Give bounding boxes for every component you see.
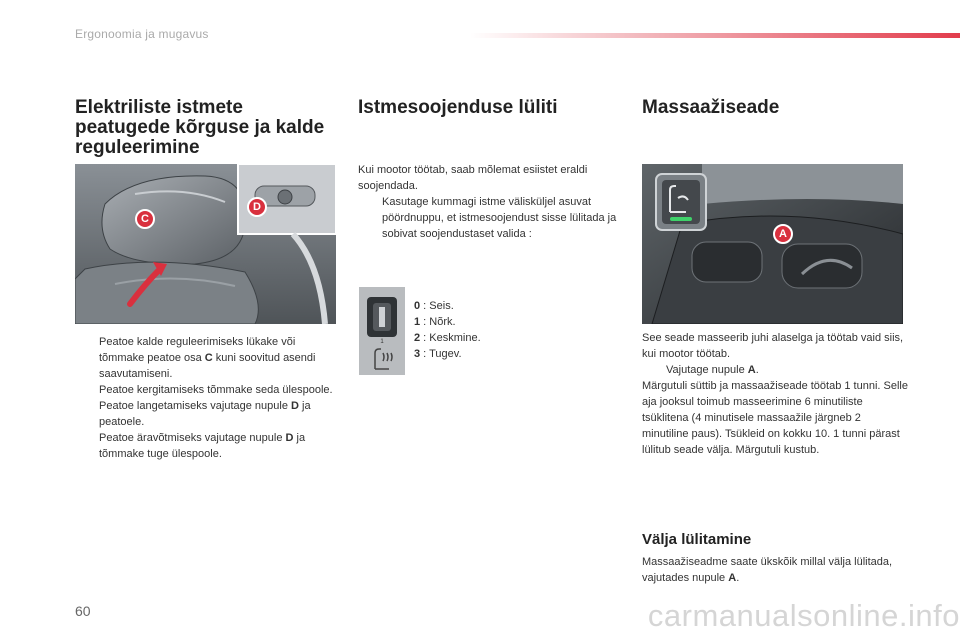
list-item: 1 : Nõrk. xyxy=(414,316,456,328)
section-title-massage: Massaažiseade xyxy=(642,97,780,118)
list-item: Peatoe kergitamiseks tõmmake seda ülespoole. xyxy=(99,384,333,396)
header-accent-bar xyxy=(470,33,960,38)
list-item: 0 : Seis. xyxy=(414,300,454,312)
massage-switch-photo xyxy=(642,164,903,324)
seat-heating-intro: Kui mootor töötab, saab mõlemat esiistet eraldi soojendada. Kasutage kummagi istme välisküljel asuvat pöördnuppu, et istmesoojendust sisse lülitada ja sobivat soojendustaset valida : xyxy=(358,162,628,242)
svg-text:1: 1 xyxy=(380,339,384,345)
callout-a: A xyxy=(773,224,793,244)
list-item: Peatoe kalde reguleerimiseks lükake või tõmmake peatoe osa C kuni soovitud asendi saavutamiseni. xyxy=(99,336,316,380)
headrest-instructions xyxy=(75,334,337,462)
section-title-headrest: Elektriliste istmete peatugede kõrguse ja kalde reguleerimine xyxy=(75,97,325,158)
list-item: Peatoe äravõtmiseks vajutage nupule D ja tõmmake tuge ülespoole. xyxy=(99,432,306,460)
switch-off-text: Massaažiseadme saate ükskõik millal välja lülitada, vajutades nupule A. xyxy=(642,556,893,584)
page-number: 60 xyxy=(75,603,91,619)
callout-d: D xyxy=(247,197,267,217)
massage-description: See seade masseerib juhi alaselga ja töötab vaid siis, kui mootor töötab. Vajutage nupule A. Märgutuli süttib ja massaažiseade töötab 1 tunni. Selle aja jooksul toimub masseerimine 6 minutiliste tsüklitena (4 minutisele massaažile järgneb 2 minutiline paus). Tsükleid on kokku 10. 1 tunni pärast lülitub seade välja. Märgutuli kustub. xyxy=(642,332,908,456)
running-header: Ergonoomia ja mugavus xyxy=(75,27,209,41)
list-item: Kasutage kummagi istme välisküljel asuvat pöördnuppu, et istmesoojendust sisse lülitada ja sobivat soojendustaset valida : xyxy=(382,196,617,240)
seat-heating-knob-photo xyxy=(359,287,405,375)
section-title-seat-heating: Istmesoojenduse lüliti xyxy=(358,97,558,118)
callout-c: C xyxy=(135,209,155,229)
heating-levels xyxy=(414,298,564,362)
list-item: 3 : Tugev. xyxy=(414,348,462,360)
headrest-photo xyxy=(75,164,336,324)
watermark: carmanualsonline.info xyxy=(647,598,960,633)
list-item: Vajutage nupule A. xyxy=(666,364,759,376)
list-item: 2 : Keskmine. xyxy=(414,332,481,344)
subsection-title-switch-off: Välja lülitamine xyxy=(642,531,752,548)
list-item: Peatoe langetamiseks vajutage nupule D ja peatoele. xyxy=(99,400,311,428)
